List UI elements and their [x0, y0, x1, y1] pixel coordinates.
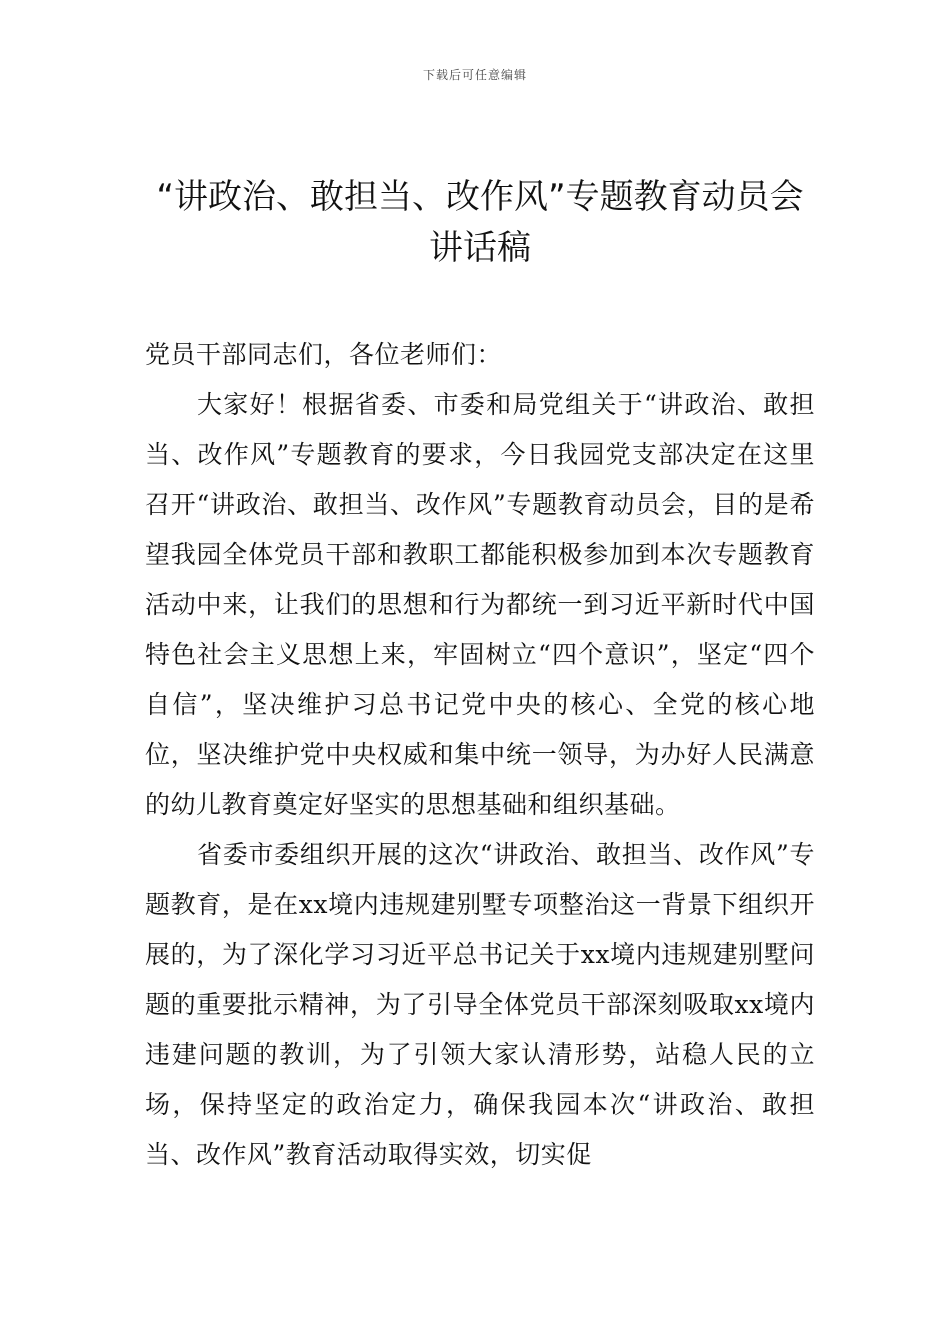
- document-title: “讲政治、敢担当、改作风”专题教育动员会讲话稿: [156, 177, 804, 268]
- salutation: 党员干部同志们，各位老师们：: [145, 340, 503, 369]
- paragraph-1: 大家好！根据省委、市委和局党组关于“讲政治、敢担当、改作风”专题教育的要求，今日我园党支部决定在这里召开“讲政治、敢担当、改作风”专题教育动员会，目的是希望我园全体党员干部和教职工都能积极参加到本次专题教育活动中来，让我们的思想和行为都统一到习近平新时代中国特色社会主义思想上来，牢固树立“四个意识”，坚定“四个自信”，坚决维护习总书记党中央的核心、全党的核心地位，坚决维护党中央权威和集中统一领导，为办好人民满意的幼儿教育奠定好坚实的思想基础和组织基础。: [145, 390, 815, 819]
- paragraph-2: 省委市委组织开展的这次“讲政治、敢担当、改作风”专题教育，是在xx境内违规建别墅专项整治这一背景下组织开展的，为了深化学习习近平总书记关于xx境内违规建别墅问题的重要批示精神，为了引导全体党员干部深刻吸取xx境内违建问题的教训，为了引领大家认清形势，站稳人民的立场，保持坚定的政治定力，确保我园本次“讲政治、敢担当、改作风”教育活动取得实效，切实促: [145, 840, 815, 1169]
- document-body: [145, 330, 815, 1180]
- header-note: 下载后可任意编辑: [422, 68, 527, 82]
